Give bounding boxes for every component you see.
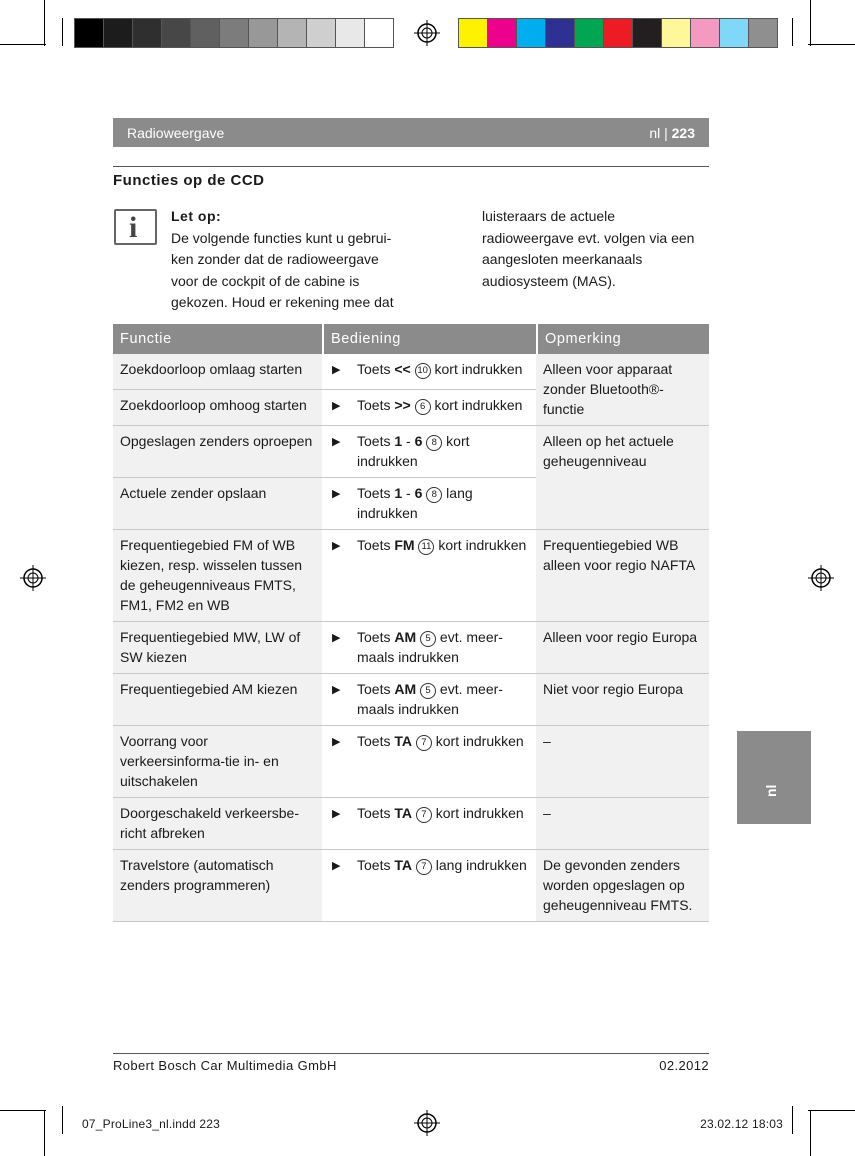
note-left bbox=[171, 206, 401, 314]
section-title: Functies op de CCD bbox=[113, 172, 265, 189]
color-swatch bbox=[575, 19, 604, 47]
color-swatch bbox=[104, 19, 133, 47]
table-cell-operation bbox=[322, 354, 536, 390]
color-swatch bbox=[162, 19, 191, 47]
operation-text bbox=[357, 483, 530, 523]
table-cell-operation bbox=[322, 390, 536, 426]
column-header-remark: Opmerking bbox=[536, 324, 709, 354]
operation-fragment: Toets bbox=[357, 537, 395, 553]
bullet-arrow-icon: ▶ bbox=[332, 488, 341, 500]
column-header-function: Functie bbox=[120, 331, 172, 347]
table-cell-function: Zoekdoorloop omhoog starten bbox=[113, 390, 322, 426]
key-label: 1 bbox=[394, 485, 403, 501]
table-cell-remark: Alleen voor apparaat zonder Bluetooth®-functie bbox=[536, 354, 709, 426]
key-label: 1 bbox=[394, 433, 403, 449]
color-swatch bbox=[517, 19, 546, 47]
operation-fragment: kort indrukken bbox=[430, 361, 523, 377]
page-number: nl | 223 bbox=[649, 124, 695, 141]
language-side-tab bbox=[737, 731, 811, 824]
key-number-badge: 5 bbox=[420, 683, 436, 699]
header-rule bbox=[113, 166, 709, 167]
table-cell-operation bbox=[322, 850, 536, 922]
function-table bbox=[113, 324, 709, 922]
info-icon: i bbox=[114, 209, 157, 245]
table-cell-remark: – bbox=[536, 798, 709, 850]
bullet-arrow-icon: ▶ bbox=[332, 632, 341, 644]
table-cell-remark: Alleen op het actuele geheugenniveau bbox=[536, 426, 709, 530]
crop-mark bbox=[0, 1110, 46, 1111]
color-swatch bbox=[75, 19, 104, 47]
key-number-badge: 7 bbox=[416, 735, 432, 751]
key-label: 6 bbox=[414, 433, 423, 449]
operation-text bbox=[357, 855, 527, 915]
key-label: >> bbox=[394, 397, 411, 413]
key-label: FM bbox=[394, 537, 415, 553]
color-swatch bbox=[749, 19, 777, 47]
crop-mark bbox=[810, 1110, 811, 1156]
operation-fragment: kort indrukken bbox=[430, 397, 523, 413]
operation-fragment: kort indrukken bbox=[434, 537, 527, 553]
key-label: TA bbox=[394, 733, 412, 749]
color-swatch bbox=[691, 19, 720, 47]
table-cell-remark: De gevonden zenders worden opgeslagen op geheugenniveau FMTS. bbox=[536, 850, 709, 922]
table-cell-remark: Frequentiegebied WB alleen voor regio NAFTA bbox=[536, 530, 709, 622]
color-swatch bbox=[133, 19, 162, 47]
color-swatch bbox=[191, 19, 220, 47]
operation-fragment: kort indrukken bbox=[431, 805, 524, 821]
color-swatch bbox=[720, 19, 749, 47]
bullet-arrow-icon: ▶ bbox=[332, 860, 341, 872]
color-swatch bbox=[662, 19, 691, 47]
operation-fragment: evt. meer-maals indrukken bbox=[357, 681, 503, 717]
crop-mark bbox=[792, 1106, 793, 1134]
table-cell-function: Actuele zender opslaan bbox=[113, 478, 322, 530]
bullet-arrow-icon: ▶ bbox=[332, 684, 341, 696]
table-cell-remark: – bbox=[536, 726, 709, 798]
table-cell-function: Opgeslagen zenders oproepen bbox=[113, 426, 322, 478]
process-color-bar bbox=[458, 18, 778, 48]
table-header bbox=[113, 324, 709, 354]
key-label: TA bbox=[394, 857, 412, 873]
operation-fragment: kort indrukken bbox=[357, 433, 470, 469]
key-number-badge: 10 bbox=[415, 363, 431, 379]
registration-mark-icon bbox=[414, 1110, 440, 1136]
bullet-arrow-icon: ▶ bbox=[332, 736, 341, 748]
table-cell-operation bbox=[322, 426, 536, 478]
table-cell-operation bbox=[322, 530, 536, 622]
table-cell-operation bbox=[322, 798, 536, 850]
operation-fragment: Toets bbox=[357, 485, 395, 501]
color-swatch bbox=[459, 19, 488, 47]
color-swatch bbox=[278, 19, 307, 47]
table-cell-remark: Alleen voor regio Europa bbox=[536, 622, 709, 674]
operation-text bbox=[357, 395, 522, 419]
operation-fragment: Toets bbox=[357, 629, 395, 645]
table-cell-function: Travelstore (automatisch zenders programmeren) bbox=[113, 850, 322, 922]
color-swatch bbox=[336, 19, 365, 47]
operation-text bbox=[357, 803, 524, 843]
operation-fragment: lang indrukken bbox=[357, 485, 473, 521]
bullet-arrow-icon: ▶ bbox=[332, 540, 341, 552]
slug-timestamp: 23.02.12 18:03 bbox=[700, 1117, 783, 1131]
note-text-right: luisteraars de actuele radioweergave evt. volgen via een aangesloten meerkanaals audiosysteem (MAS). bbox=[482, 208, 695, 289]
operation-fragment: lang indrukken bbox=[431, 857, 527, 873]
registration-mark-icon bbox=[20, 565, 46, 591]
operation-fragment: evt. meer-maals indrukken bbox=[357, 629, 503, 665]
slug-file: 07_ProLine3_nl.indd 223 bbox=[82, 1117, 221, 1131]
table-cell-function: Voorrang voor verkeersinforma-tie in- en uitschakelen bbox=[113, 726, 322, 798]
key-number-badge: 11 bbox=[418, 539, 434, 555]
operation-fragment: kort indrukken bbox=[431, 733, 524, 749]
operation-fragment: Toets bbox=[357, 397, 395, 413]
crop-mark bbox=[808, 44, 855, 45]
table-cell-operation bbox=[322, 622, 536, 674]
running-header bbox=[113, 118, 709, 147]
bullet-arrow-icon: ▶ bbox=[332, 808, 341, 820]
color-swatch bbox=[604, 19, 633, 47]
table-cell-function: Frequentiegebied MW, LW of SW kiezen bbox=[113, 622, 322, 674]
key-number-badge: 5 bbox=[420, 631, 436, 647]
bullet-arrow-icon: ▶ bbox=[332, 364, 341, 376]
operation-fragment: Toets bbox=[357, 733, 395, 749]
table-cell-function: Doorgeschakeld verkeersbe-richt afbreken bbox=[113, 798, 322, 850]
table-cell-function: Frequentiegebied FM of WB kiezen, resp. wisselen tussen de geheugenniveaus FMTS, FM1, FM2 en WB bbox=[113, 530, 322, 622]
key-number-badge: 8 bbox=[426, 435, 442, 451]
table-cell-function: Zoekdoorloop omlaag starten bbox=[113, 354, 322, 390]
crop-mark bbox=[0, 44, 46, 45]
operation-fragment: - bbox=[402, 485, 415, 501]
footer-rule bbox=[113, 1053, 709, 1054]
column-header-operation: Bediening bbox=[322, 324, 536, 354]
crop-mark bbox=[62, 18, 63, 46]
color-swatch bbox=[249, 19, 278, 47]
crop-mark bbox=[810, 0, 811, 46]
crop-mark bbox=[62, 1106, 63, 1134]
note-label: Let op: bbox=[171, 208, 222, 224]
operation-text bbox=[357, 431, 530, 471]
operation-fragment: Toets bbox=[357, 433, 395, 449]
crop-mark bbox=[44, 1110, 45, 1156]
bullet-arrow-icon: ▶ bbox=[332, 400, 341, 412]
color-swatch bbox=[546, 19, 575, 47]
operation-text bbox=[357, 679, 530, 719]
operation-fragment: Toets bbox=[357, 857, 395, 873]
grey-color-bar bbox=[74, 18, 394, 48]
table-cell-function: Frequentiegebied AM kiezen bbox=[113, 674, 322, 726]
page-number-value: 223 bbox=[671, 124, 695, 141]
color-swatch bbox=[633, 19, 662, 47]
key-label: TA bbox=[394, 805, 412, 821]
color-swatch bbox=[488, 19, 517, 47]
key-label: AM bbox=[394, 629, 417, 645]
side-tab-label: nl bbox=[763, 784, 779, 797]
key-label: AM bbox=[394, 681, 417, 697]
registration-mark-icon bbox=[808, 565, 834, 591]
operation-fragment: Toets bbox=[357, 805, 395, 821]
operation-fragment: Toets bbox=[357, 681, 395, 697]
table-cell-remark: Niet voor regio Europa bbox=[536, 674, 709, 726]
running-header-section: Radioweergave bbox=[127, 124, 225, 141]
key-number-badge: 7 bbox=[416, 859, 432, 875]
key-number-badge: 6 bbox=[415, 399, 431, 415]
page-lang: nl bbox=[649, 124, 661, 141]
crop-mark bbox=[792, 18, 793, 46]
operation-text bbox=[357, 359, 522, 383]
crop-mark bbox=[808, 1110, 855, 1111]
registration-mark-icon bbox=[414, 20, 440, 46]
footer-date: 02.2012 bbox=[659, 1058, 709, 1073]
footer-company: Robert Bosch Car Multimedia GmbH bbox=[113, 1058, 337, 1073]
key-number-badge: 7 bbox=[416, 807, 432, 823]
table-cell-operation bbox=[322, 726, 536, 798]
key-number-badge: 8 bbox=[426, 487, 442, 503]
table-cell-operation bbox=[322, 478, 536, 530]
operation-text bbox=[357, 731, 524, 791]
bullet-arrow-icon: ▶ bbox=[332, 436, 341, 448]
operation-text bbox=[357, 627, 530, 667]
color-swatch bbox=[220, 19, 249, 47]
key-label: << bbox=[394, 361, 411, 377]
operation-fragment: Toets bbox=[357, 361, 395, 377]
note-text-left: De volgende functies kunt u gebrui-ken zonder dat de radioweergave voor de cockpit of de cabine is gekozen. Houd er rekening mee dat bbox=[171, 229, 394, 310]
table-cell-operation bbox=[322, 674, 536, 726]
key-label: 6 bbox=[414, 485, 423, 501]
color-swatch bbox=[365, 19, 393, 47]
table-body bbox=[113, 354, 709, 922]
operation-fragment: - bbox=[402, 433, 415, 449]
color-swatch bbox=[307, 19, 336, 47]
operation-text bbox=[357, 535, 526, 615]
crop-mark bbox=[44, 0, 45, 46]
